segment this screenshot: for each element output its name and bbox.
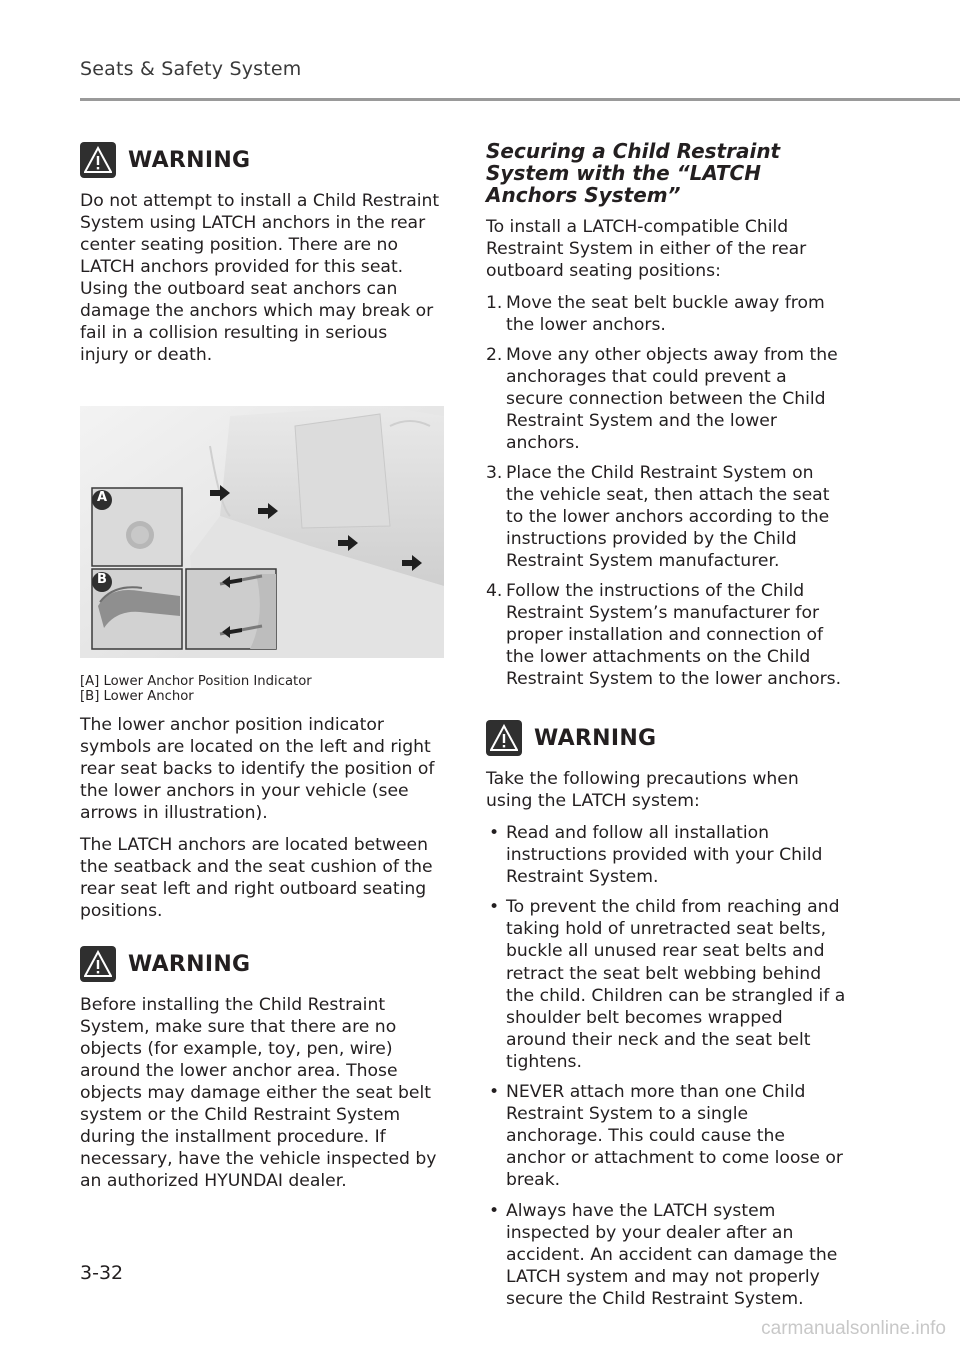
warning-icon — [80, 142, 116, 178]
step-number: 1. — [486, 293, 503, 313]
section-title: Securing a Child Restraint System with the “LATCH Anchors System” — [486, 139, 781, 207]
warning-header — [80, 140, 440, 180]
step-number: 2. — [486, 345, 503, 365]
warning-header — [486, 718, 846, 758]
list-item — [486, 1081, 846, 1191]
step-number: 3. — [486, 463, 503, 483]
figure-label-a: A — [96, 490, 108, 505]
warning-title: WARNING — [534, 725, 657, 751]
bullet-icon: • — [489, 897, 500, 918]
step-text: Move any other objects away from the anchorages that could prevent a secure connection between the Child Restraint System and the lower anchors. — [506, 345, 838, 453]
bullet-text: Read and follow all installation instructions provided with your Child Restraint System. — [506, 823, 823, 888]
list-item — [486, 1200, 846, 1310]
bullet-text: NEVER attach more than one Child Restraint System to a single anchorage. This could cause the anchor or attachment to come loose or break. — [506, 1082, 844, 1191]
caption-line: [A] Lower Anchor Position Indicator — [80, 674, 312, 689]
section-intro: To install a LATCH-compatible Child Restraint System in either of the rear outboard seating positions: — [486, 217, 807, 281]
list-item — [486, 462, 846, 572]
warning-header — [80, 944, 440, 984]
body-paragraph: The LATCH anchors are located between the seatback and the seat cushion of the rear seat left and right outboard seating positions. — [80, 835, 433, 921]
step-number: 4. — [486, 581, 503, 601]
figure-label-b: B — [97, 572, 107, 587]
page-header-title: Seats & Safety System — [80, 58, 302, 80]
warning-title: WARNING — [128, 147, 251, 173]
warning-text: Before installing the Child Restraint System, make sure that there are no objects (for example, toy, pen, wire) around the lower anchor area. Those objects may damage either the seat belt system or the Child Restraint System during the installment procedure. If necessary, have the vehicle inspected by an authorized HYUNDAI dealer. — [80, 995, 437, 1191]
step-text: Move the seat belt buckle away from the lower anchors. — [506, 293, 825, 335]
bullet-text: Always have the LATCH system inspected by your dealer after an accident. An accident can damage the LATCH system and may not properly secure the Child Restraint System. — [506, 1200, 838, 1309]
header-divider — [80, 98, 960, 101]
watermark-link[interactable]: carmanualsonline.info — [761, 1318, 946, 1339]
list-item — [486, 292, 846, 336]
warning-icon — [486, 720, 522, 756]
list-item — [486, 896, 846, 1073]
bullet-text: To prevent the child from reaching and taking hold of unretracted seat belts, buckle all unused rear seat belts and retract the seat belt webbing behind the child. Children can be strangled if a shoulder belt becomes wrapped around their neck and the seat belt tightens. — [506, 897, 846, 1072]
warning-title: WARNING — [128, 951, 251, 977]
figure-caption — [80, 674, 440, 704]
warning-intro: Take the following precautions when using the LATCH system: — [486, 769, 799, 811]
bullet-icon: • — [489, 823, 500, 843]
right-column — [486, 140, 846, 1318]
list-item — [486, 580, 846, 690]
step-text: Place the Child Restraint System on the vehicle seat, then attach the seat to the lower anchors according to the instructions provided by the Child Restraint System manufacturer. — [506, 463, 830, 571]
warning-icon — [80, 946, 116, 982]
install-steps — [486, 292, 846, 690]
bullet-icon: • — [489, 1082, 500, 1103]
precautions-list — [486, 822, 846, 1310]
list-item — [486, 822, 846, 888]
caption-line: [B] Lower Anchor — [80, 689, 194, 704]
step-text: Follow the instructions of the Child Restraint System’s manufacturer for proper installation and connection of the lower attachments on the Child Restraint System to the lower anchors. — [506, 581, 842, 689]
latch-anchor-illustration — [80, 406, 444, 658]
body-paragraph: The lower anchor position indicator symbols are located on the left and right rear seat backs to identify the position of the lower anchors in your vehicle (see arrows in illustration). — [80, 715, 435, 823]
bullet-icon: • — [489, 1200, 500, 1221]
left-column — [80, 140, 440, 1202]
page-number: 3-32 — [80, 1262, 124, 1284]
list-item — [486, 344, 846, 454]
warning-text: Do not attempt to install a Child Restraint System using LATCH anchors in the rear center seating position. There are no LATCH anchors provided for this seat. Using the outboard seat anchors can damage the anchors which may break or fail in a collision resulting in serious injury or death. — [80, 191, 440, 365]
